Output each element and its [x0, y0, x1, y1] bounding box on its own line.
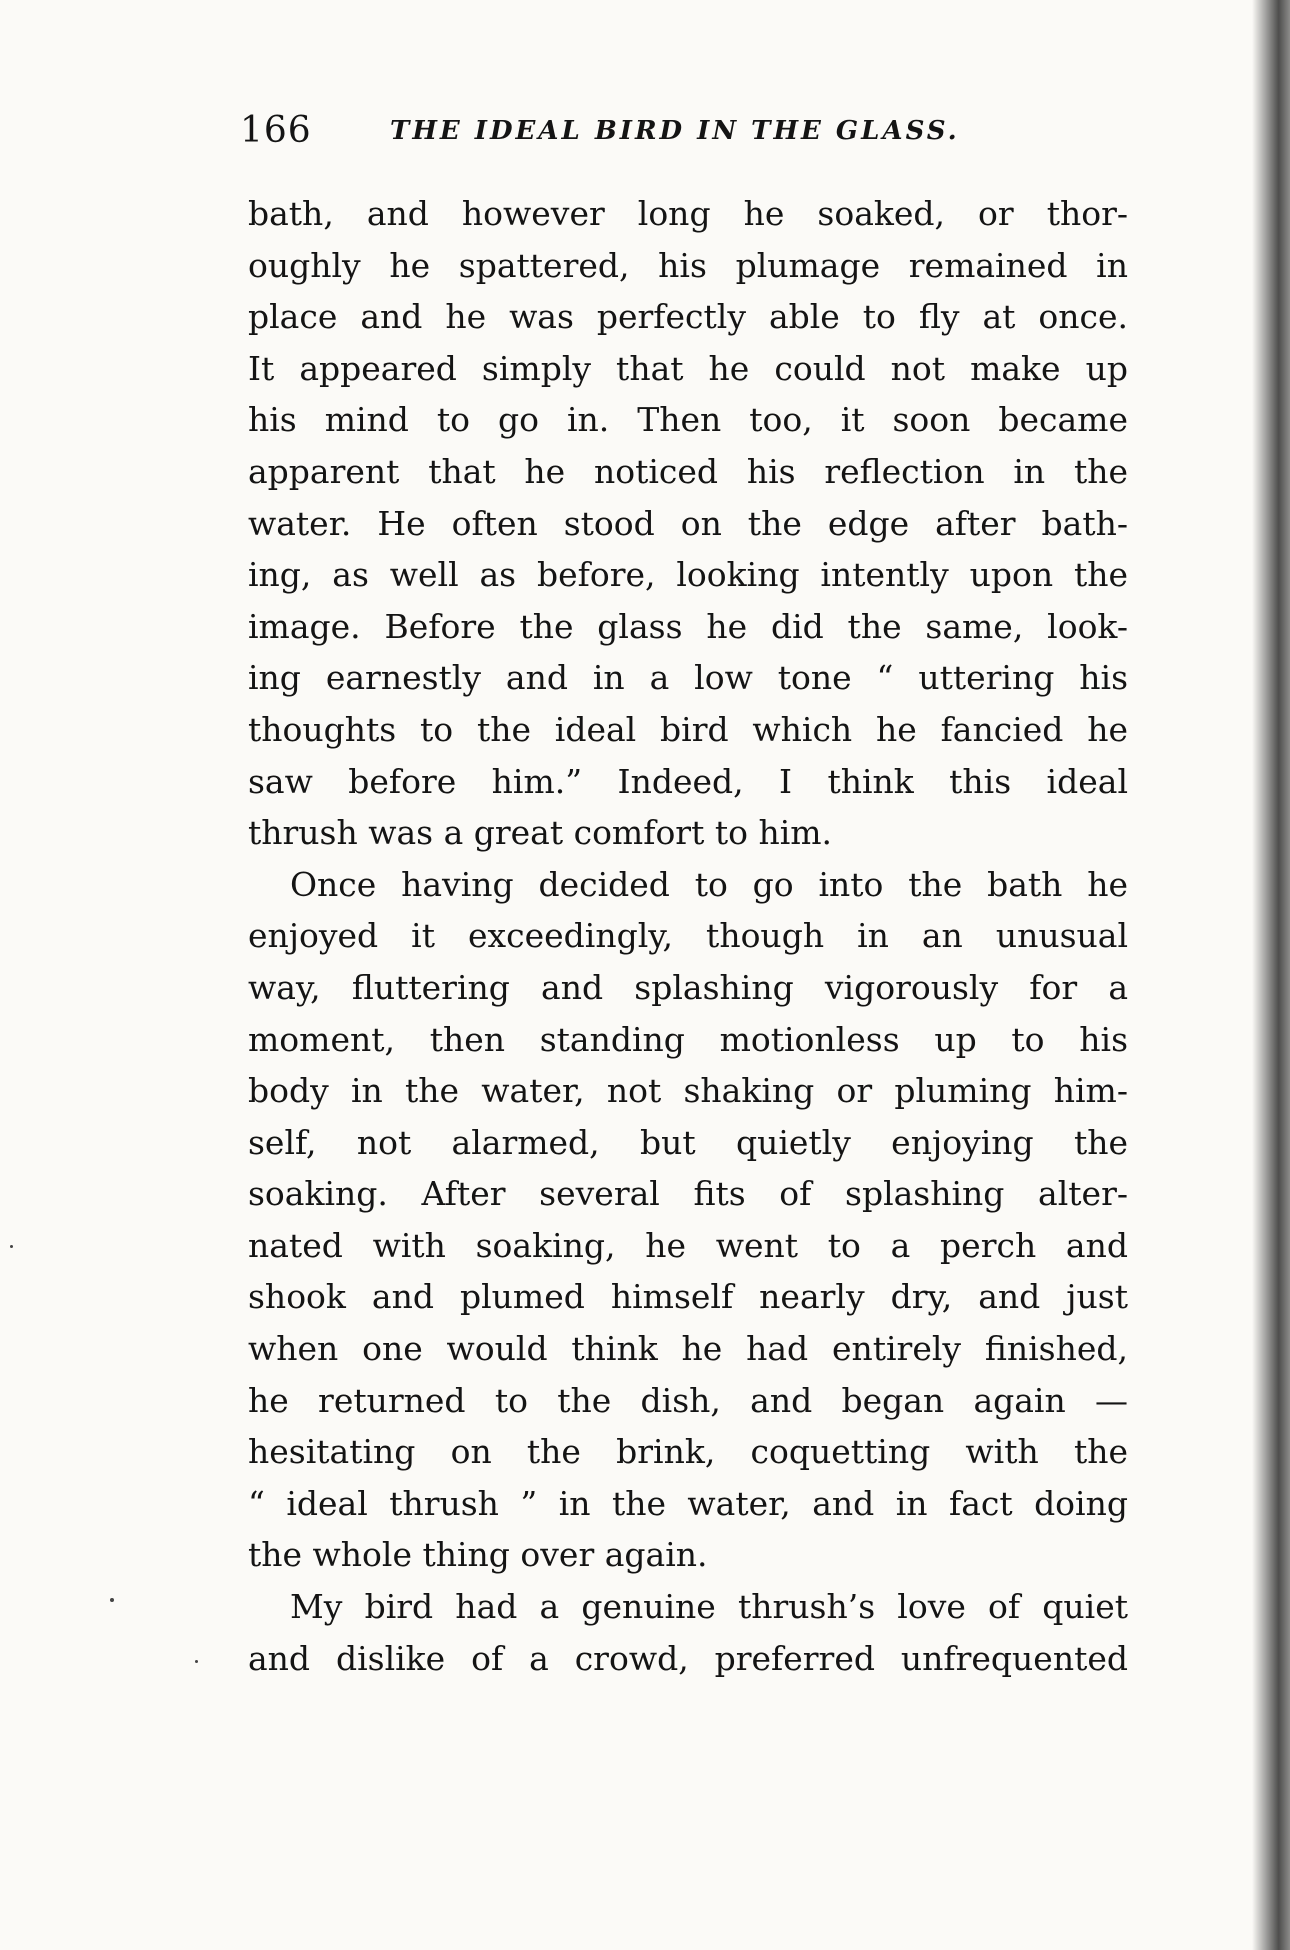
page-spine-shadow	[1252, 0, 1290, 1950]
text-line: place and he was perfectly able to fly at once.	[248, 297, 1128, 337]
text-line: oughly he spattered, his plumage remained in	[248, 245, 1128, 285]
text-line: image. Before the glass he did the same, look-	[248, 606, 1128, 646]
text-line: ing, as well as before, looking intently upon the	[248, 555, 1128, 595]
text-line: My bird had a genuine thrush’s love of quiet	[290, 1587, 1128, 1627]
text-line: shook and plumed himself nearly dry, and just	[248, 1277, 1128, 1317]
text-line: bath, and however long he soaked, or thor-	[248, 194, 1128, 233]
text-line: moment, then standing motionless up to his	[248, 1019, 1128, 1059]
text-line: “ ideal thrush ” in the water, and in fact doing	[248, 1483, 1128, 1523]
text-line: and dislike of a crowd, preferred unfrequented	[248, 1638, 1128, 1678]
text-line: water. He often stood on the edge after bath-	[248, 503, 1128, 543]
page-number: 166	[240, 110, 312, 151]
text-line: the whole thing over again.	[248, 1535, 708, 1575]
paragraph-1	[248, 188, 1128, 859]
text-line: way, fluttering and splashing vigorously for a	[248, 967, 1128, 1007]
text-line: body in the water, not shaking or pluming him-	[248, 1071, 1128, 1111]
text-line: soaking. After several fits of splashing alter-	[248, 1174, 1128, 1214]
text-line: when one would think he had entirely finished,	[248, 1329, 1128, 1369]
running-title: THE IDEAL BIRD IN THE GLASS.	[390, 116, 960, 146]
text-line: Once having decided to go into the bath he	[290, 864, 1128, 904]
print-speck	[10, 1245, 13, 1248]
text-line: self, not alarmed, but quietly enjoying the	[248, 1122, 1128, 1162]
page-header	[240, 110, 1130, 170]
text-line: he returned to the dish, and began again —	[248, 1380, 1128, 1420]
text-line: enjoyed it exceedingly, though in an unusual	[248, 916, 1128, 956]
paragraph-3	[248, 1581, 1128, 1684]
paragraph-2	[248, 859, 1128, 1581]
text-line: ing earnestly and in a low tone “ uttering his	[248, 658, 1128, 698]
text-line: thrush was a great comfort to him.	[248, 813, 833, 853]
text-line: hesitating on the brink, coquetting with the	[248, 1432, 1128, 1472]
text-line: thoughts to the ideal bird which he fancied he	[248, 709, 1128, 749]
text-line: apparent that he noticed his reflection in the	[248, 451, 1128, 491]
text-line: his mind to go in. Then too, it soon became	[248, 400, 1128, 440]
text-line: saw before him.” Indeed, I think this ideal	[248, 761, 1128, 801]
body-text	[248, 188, 1128, 1684]
text-line: nated with soaking, he went to a perch and	[248, 1225, 1128, 1265]
print-speck	[195, 1660, 198, 1663]
text-line: It appeared simply that he could not make up	[248, 348, 1128, 388]
print-speck	[110, 1598, 114, 1602]
